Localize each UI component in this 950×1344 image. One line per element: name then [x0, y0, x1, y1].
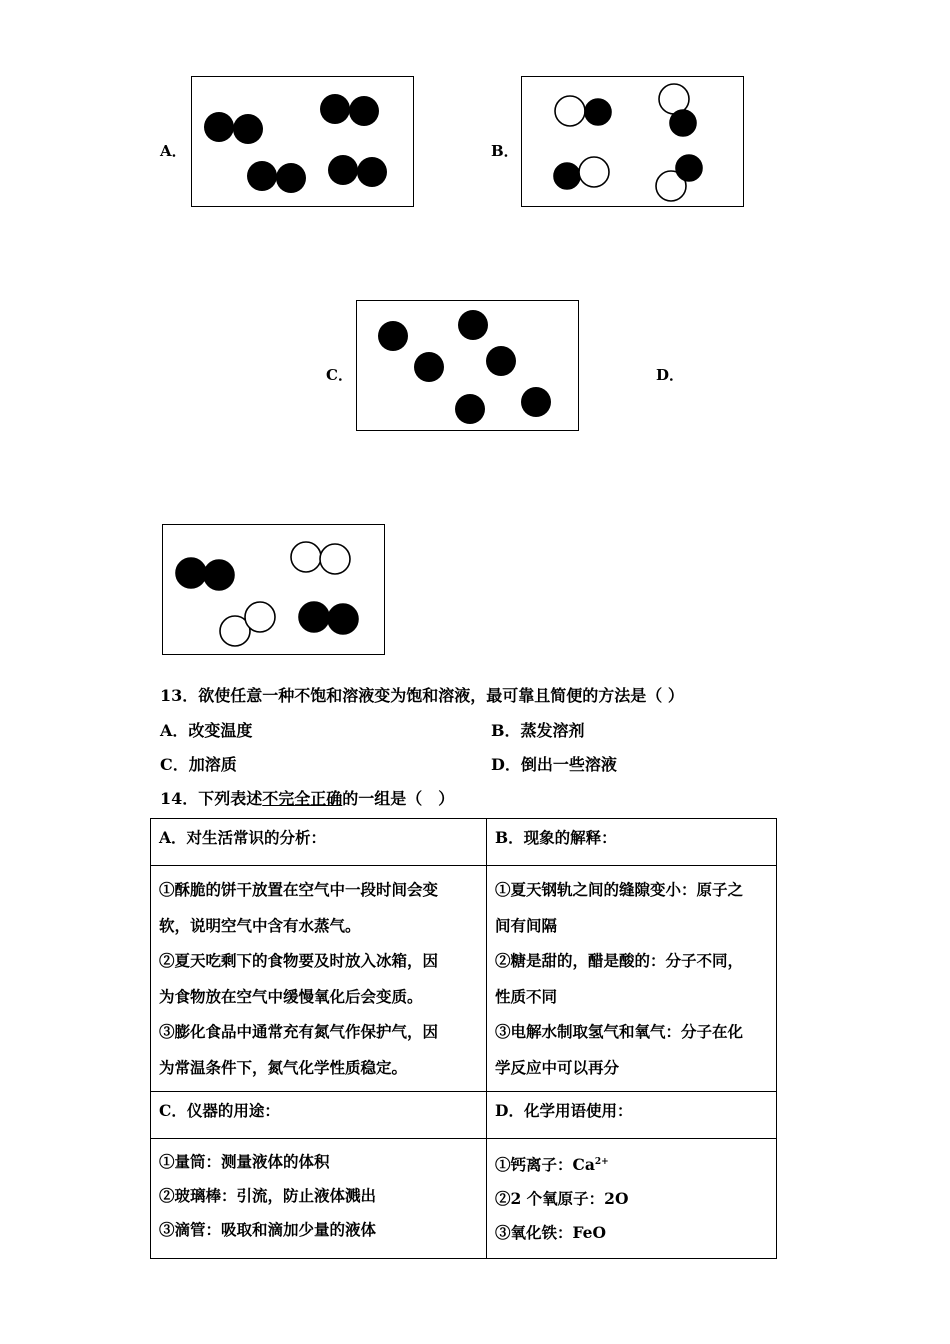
q13-option-b[interactable]: B．蒸发溶剂: [491, 721, 585, 740]
list-item: ①酥脆的饼干放置在空气中一段时间会变: [159, 880, 439, 899]
diagram-b: [521, 76, 744, 207]
q14-option-a-head[interactable]: A．对生活常识的分析：: [151, 819, 487, 866]
q14-options-table: [150, 818, 777, 1259]
atom-black: [328, 155, 358, 185]
list-item: 学反应中可以再分: [495, 1057, 620, 1077]
calcium-ion-text: ①钙离子：Ca: [495, 1155, 595, 1175]
atom-black: [204, 560, 234, 590]
atom-black: [233, 114, 263, 144]
list-item: 间有间隔: [495, 915, 558, 935]
list-item: 为食物放在空气中缓慢氧化后会变质。: [159, 986, 423, 1006]
atom-white: [320, 544, 350, 574]
q14-stem-underlined: 不完全正确: [262, 789, 343, 808]
option-c-label: C．: [326, 366, 353, 384]
q14-option-b-body: [487, 866, 777, 1092]
q14-option-a-body: [151, 866, 487, 1092]
atom-black: [585, 99, 611, 125]
atom-black: [670, 110, 696, 136]
option-b-label: B．: [491, 142, 519, 160]
list-item: ③电解水制取氢气和氧气：分子在化: [495, 1022, 744, 1041]
charge-superscript: 2+: [594, 1157, 609, 1167]
option-d-label: D．: [656, 366, 685, 384]
list-item: ②玻璃棒：引流，防止液体溅出: [159, 1186, 377, 1205]
atom-black: [320, 94, 350, 124]
q14-option-b-head[interactable]: B．现象的解释：: [487, 819, 777, 866]
atom-black: [378, 321, 408, 351]
q13-option-a[interactable]: A．改变温度: [160, 721, 253, 740]
atom-black: [176, 558, 206, 588]
list-item: ③滴管：吸取和滴加少量的液体: [159, 1220, 377, 1239]
atom-black: [414, 352, 444, 382]
q14-stem: [160, 786, 454, 809]
atom-black: [299, 602, 329, 632]
q14-option-c-body: [151, 1139, 487, 1259]
q14-option-c-head[interactable]: C．仪器的用途：: [151, 1092, 487, 1139]
list-item: ①量筒：测量液体的体积: [159, 1152, 330, 1171]
option-a-label: A．: [160, 142, 187, 160]
atom-black: [247, 161, 277, 191]
atom-black: [349, 96, 379, 126]
q13-stem: 13．欲使任意一种不饱和溶液变为饱和溶液，最可靠且简便的方法是（ ）: [160, 686, 684, 705]
list-item: ②夏天吃剩下的食物要及时放入冰箱，因: [159, 951, 439, 970]
list-item: ①夏天钢轨之间的缝隙变小：原子之: [495, 880, 744, 899]
q13-option-d[interactable]: D．倒出一些溶液: [491, 755, 617, 774]
atom-black: [676, 155, 702, 181]
atom-black: [357, 157, 387, 187]
atom-white: [245, 602, 275, 632]
list-item: 性质不同: [495, 986, 558, 1006]
atom-black: [458, 310, 488, 340]
q14-stem-suffix: 的一组是（ ）: [342, 789, 455, 808]
list-item: ③膨化食品中通常充有氮气作保护气，因: [159, 1022, 439, 1041]
atom-black: [486, 346, 516, 376]
list-item: ②2 个氧原子：2O: [495, 1189, 629, 1209]
atom-black: [276, 163, 306, 193]
list-item: ③氧化铁：FeO: [495, 1223, 607, 1243]
q14-option-d-head[interactable]: D．化学用语使用：: [487, 1092, 777, 1139]
atom-black: [204, 112, 234, 142]
diagram-c: [356, 300, 579, 431]
list-item: [495, 1145, 768, 1182]
q14-option-d-body: [487, 1139, 777, 1259]
diagram-d: [162, 524, 385, 655]
atom-white: [291, 542, 321, 572]
atom-black: [455, 394, 485, 424]
atom-black: [554, 163, 580, 189]
diagram-a: [191, 76, 414, 207]
atom-white: [579, 157, 609, 187]
list-item: ②糖是甜的，醋是酸的：分子不同，: [495, 951, 744, 970]
q13-option-c[interactable]: C．加溶质: [160, 755, 237, 774]
atom-black: [521, 387, 551, 417]
q14-stem-prefix: 14．下列表述: [160, 789, 263, 808]
list-item: 为常温条件下，氮气化学性质稳定。: [159, 1057, 408, 1077]
list-item: 软，说明空气中含有水蒸气。: [159, 915, 361, 935]
atom-white: [555, 96, 585, 126]
atom-black: [328, 604, 358, 634]
